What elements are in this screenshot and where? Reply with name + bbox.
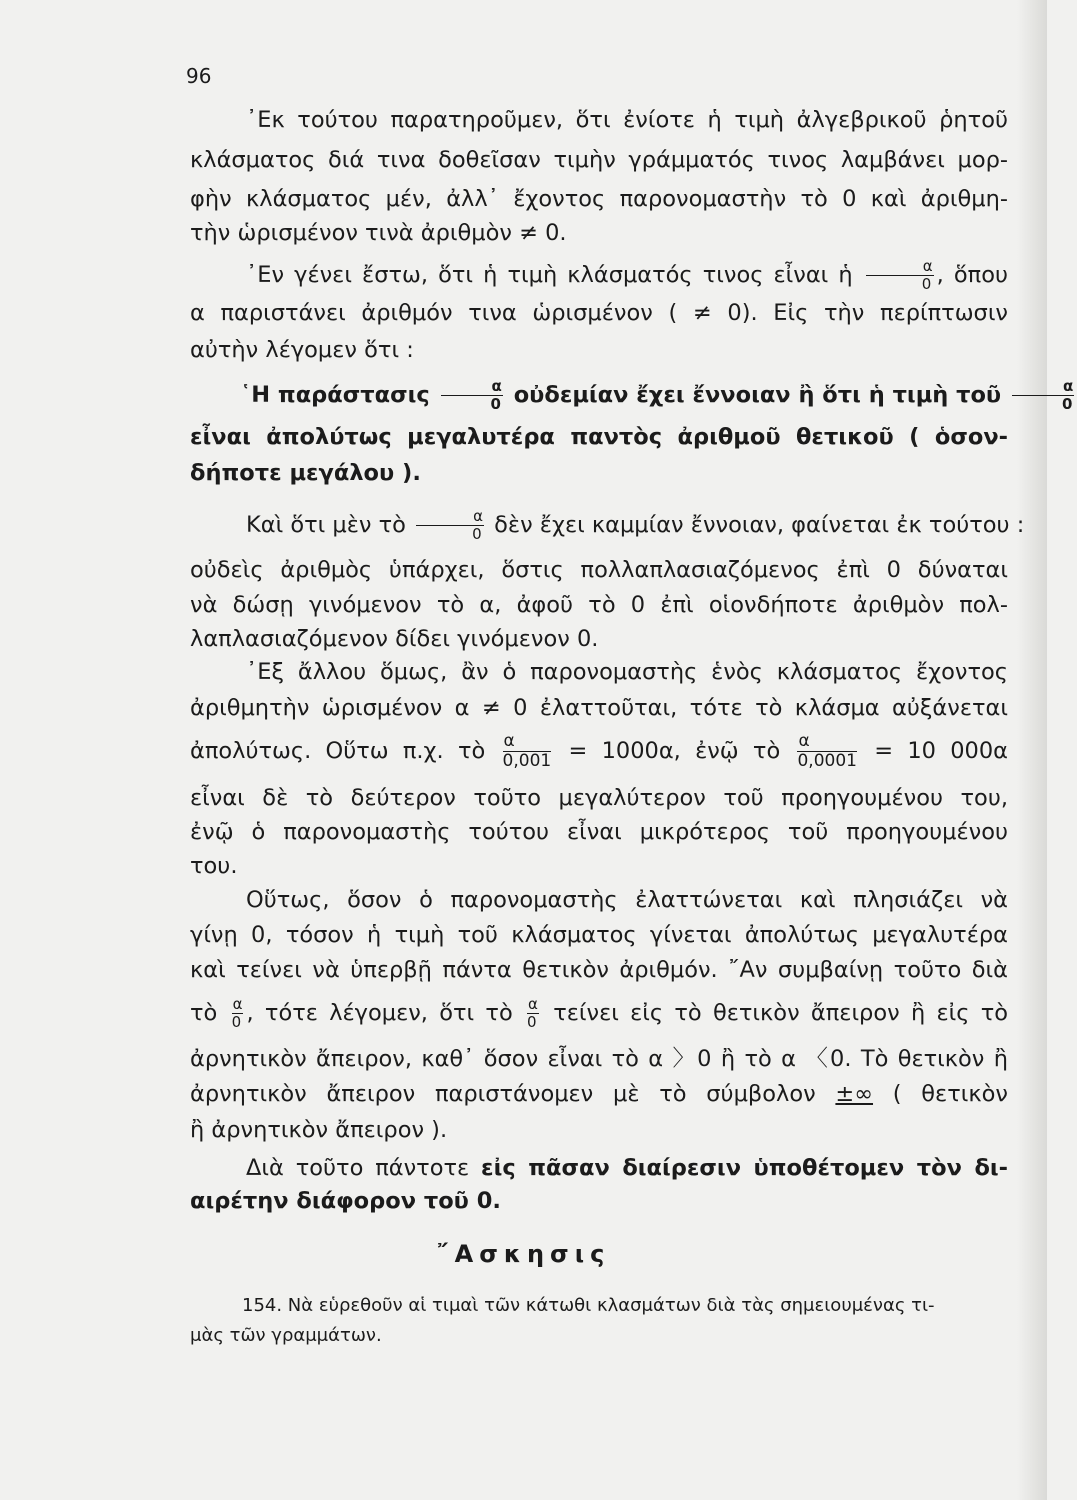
- fraction-numerator: α: [232, 995, 243, 1013]
- text-line: γίνῃ 0, τόσον ἡ τιμὴ τοῦ κλάσματος γίνεται ἀπολύτως μεγαλυτέρα: [190, 922, 1008, 948]
- text-line: αὐτὴν λέγομεν ὅτι :: [190, 337, 414, 363]
- text-line: κλάσματος διά τινα δοθεῖσαν τιμὴν γράμματός τινος λαμβάνει μορ-: [190, 147, 1008, 173]
- fraction: [441, 378, 503, 413]
- text-line: α παριστάνει ἀριθμόν τινα ὡρισμένον ( ≠ 0). Εἰς τὴν περίπτωσιν: [190, 300, 1008, 326]
- text-line: ᾿Εκ τούτου παρατηροῦμεν, ὅτι ἐνίοτε ἡ τιμὴ ἀλγεβρικοῦ ῥητοῦ: [246, 107, 1008, 133]
- fraction-numerator: α: [866, 258, 934, 276]
- bold-line: αιρέτην διάφορον τοῦ 0.: [190, 1188, 501, 1214]
- fraction: [1012, 378, 1074, 413]
- fraction-numerator: α: [1012, 378, 1074, 396]
- text-line-mixed-bold: [190, 1152, 1008, 1184]
- exercise-line: μὰς τῶν γραμμάτων.: [190, 1325, 382, 1346]
- text-line-with-symbol: [190, 1078, 1008, 1110]
- fraction-denominator: 0: [921, 275, 932, 293]
- text-line: του.: [190, 853, 238, 879]
- fraction-denominator: 0: [490, 395, 501, 413]
- text-segment: = 10 000α: [874, 738, 1009, 764]
- text-line: λαπλασιαζόμενον δίδει γινόμενον 0.: [190, 626, 599, 652]
- text-line-with-fraction: [190, 257, 1008, 293]
- text-line: ἀρνητικὸν ἄπειρον, καθ᾿ ὅσον εἶναι τὸ α 〉0 ἢ τὸ α 〈0. Τὸ θετικὸν ἢ: [190, 1046, 1008, 1072]
- text-line: νὰ δώσῃ γινόμενον τὸ α, ἀφοῦ τὸ 0 ἐπὶ οἱονδήποτε ἀριθμὸν πολ-: [190, 592, 1008, 618]
- fraction-denominator: 0,001: [502, 751, 552, 771]
- fraction: [416, 508, 484, 543]
- text-segment: Καὶ ὅτι μὲν τὸ: [246, 512, 406, 538]
- fraction-denominator: 0,0001: [797, 751, 857, 771]
- fraction: [866, 258, 934, 293]
- page-number: 96: [186, 64, 212, 88]
- text-segment: ἀπολύτως. Οὕτω π.χ. τὸ: [190, 738, 486, 764]
- plus-minus-infinity-symbol: ±∞: [835, 1081, 874, 1107]
- text-segment: ᾿Εν γένει ἔστω, ὅτι ἡ τιμὴ κλάσματός τινος εἶναι ἡ: [246, 262, 853, 288]
- fraction: [797, 732, 856, 771]
- text-line: ἐνῷ ὁ παρονομαστὴς τούτου εἶναι μικρότερος τοῦ προηγουμένου: [190, 819, 1008, 845]
- bold-line: εἶναι ἀπολύτως μεγαλυτέρα παντὸς ἀριθμοῦ θετικοῦ ( ὁσον-: [190, 424, 1008, 450]
- text-segment: Διὰ τοῦτο πάντοτε: [246, 1155, 470, 1181]
- fraction: [232, 996, 244, 1031]
- text-segment: ἀρνητικὸν ἄπειρον παριστάνομεν μὲ τὸ σύμβολον: [190, 1081, 816, 1107]
- fraction-denominator: 0: [1061, 395, 1073, 413]
- fraction-denominator: 0: [527, 1013, 537, 1031]
- section-heading: ῎Ασκησις: [436, 1240, 611, 1268]
- text-line: εἶναι δὲ τὸ δεύτερον τοῦτο μεγαλύτερον τοῦ προηγουμένου του,: [190, 785, 1008, 811]
- text-segment: δὲν ἔχει καμμίαν ἔννοιαν, φαίνεται ἐκ τούτου :: [494, 512, 1025, 538]
- text-segment: = 1000α, ἐνῷ τὸ: [568, 738, 781, 764]
- text-segment: τείνει εἰς τὸ θετικὸν ἄπειρον ἢ εἰς τὸ: [553, 1000, 1009, 1026]
- text-line-with-fractions: [190, 995, 1009, 1031]
- text-line: ἀριθμητὴν ὡρισμένον α ≠ 0 ἐλαττοῦται, τότε τὸ κλάσμα αὐξάνεται: [190, 695, 1008, 721]
- text-line: ᾿Εξ ἄλλου ὅμως, ἂν ὁ παρονομαστὴς ἑνὸς κλάσματος ἔχοντος: [246, 659, 1008, 685]
- text-segment: , τότε λέγομεν, ὅτι τὸ: [246, 1000, 513, 1026]
- text-segment: ῾Η παράστασις: [240, 382, 430, 408]
- text-line-with-fractions: [190, 731, 1009, 771]
- text-line: οὐδεὶς ἀριθμὸς ὑπάρχει, ὅστις πολλαπλασιαζόμενος ἐπὶ 0 δύναται: [190, 557, 1008, 583]
- fraction: [503, 732, 552, 771]
- fraction-numerator: α: [441, 378, 503, 396]
- fraction-numerator: α: [416, 508, 484, 526]
- text-segment: ( θετικὸν: [892, 1081, 1008, 1107]
- fraction-denominator: 0: [472, 525, 482, 543]
- text-line: τὴν ὡρισμένον τινὰ ἀριθμὸν ≠ 0.: [190, 220, 567, 246]
- page-edge-shadow: [1017, 0, 1047, 1500]
- fraction-numerator: α: [503, 732, 552, 752]
- text-segment: τὸ: [190, 1000, 218, 1026]
- fraction-numerator: α: [797, 732, 856, 752]
- exercise-line: 154. Νὰ εὑρεθοῦν αἱ τιμαὶ τῶν κάτωθι κλασμάτων διὰ τὰς σημειουμένας τι-: [242, 1295, 935, 1316]
- text-line: Οὕτως, ὅσον ὁ παρονομαστὴς ἐλαττώνεται καὶ πλησιάζει νὰ: [246, 887, 1008, 913]
- fraction: [527, 996, 539, 1031]
- fraction-denominator: 0: [231, 1013, 242, 1031]
- text-line-with-fraction: [190, 507, 1025, 543]
- bold-line-with-fractions: [190, 377, 1074, 413]
- text-line: καὶ τείνει νὰ ὑπερβῇ πάντα θετικὸν ἀριθμόν. ῎Αν συμβαίνῃ τοῦτο διὰ: [190, 957, 1008, 983]
- text-segment: , ὅπου: [936, 262, 1008, 288]
- bold-line: δήποτε μεγάλου ).: [190, 460, 421, 486]
- text-line: φὴν κλάσματος μέν, ἀλλ᾿ ἔχοντος παρονομαστὴν τὸ 0 καὶ ἀριθμη-: [190, 186, 1008, 212]
- fraction-numerator: α: [528, 995, 538, 1013]
- text-segment: οὐδεμίαν ἔχει ἔννοιαν ἢ ὅτι ἡ τιμὴ τοῦ: [513, 382, 1002, 408]
- text-line: ἢ ἀρνητικὸν ἄπειρον ).: [190, 1117, 448, 1143]
- bold-segment: εἰς πᾶσαν διαίρεσιν ὑποθέτομεν τὸν δι-: [481, 1155, 1009, 1181]
